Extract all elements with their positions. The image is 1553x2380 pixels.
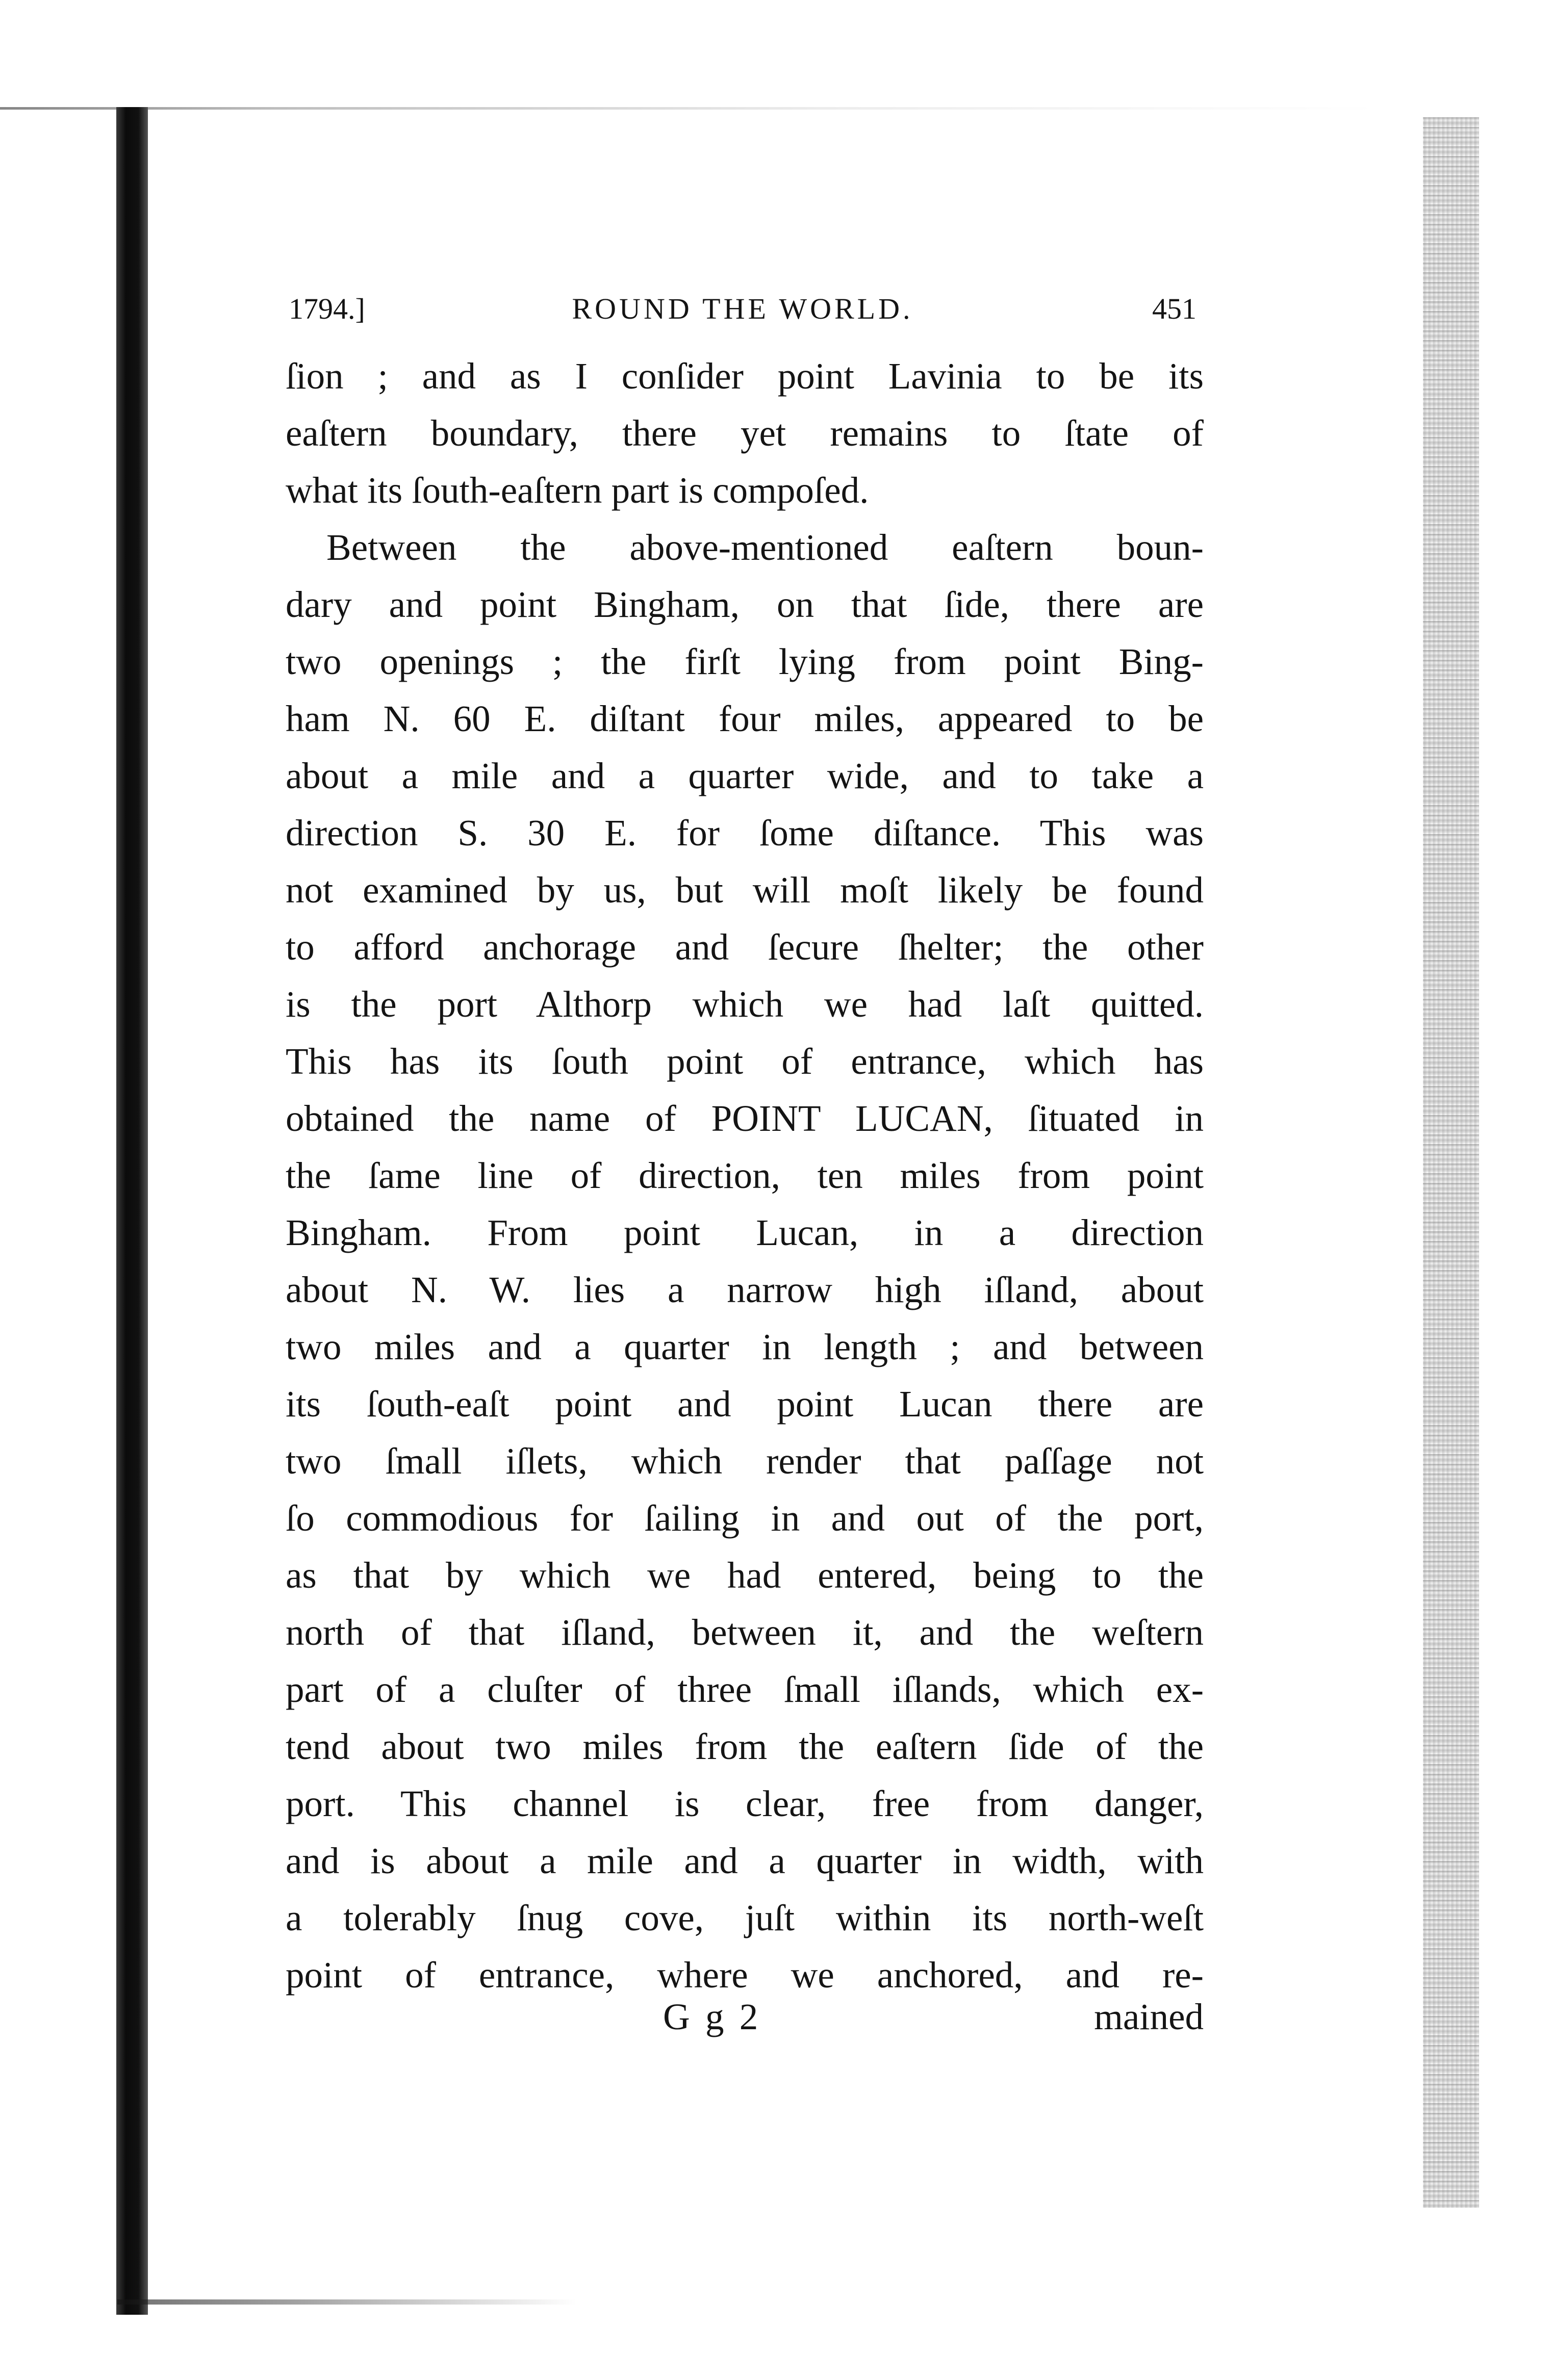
text-line: part of a cluſter of three ſmall iſlands, which ex- [286,1669,1204,1710]
text-line: ſion ; and as I conſider point Lavinia to be its [286,355,1204,397]
text-line: north of that iſland, between it, and the weſtern [286,1612,1204,1653]
text-line: This has its ſouth point of entrance, which has [286,1041,1204,1082]
page-footer [286,1988,1204,2046]
text-line: dary and point Bingham, on that ſide, there are [286,584,1204,625]
text-line: as that by which we had entered, being to the [286,1555,1204,1596]
text-line: about N. W. lies a narrow high iſland, about [286,1269,1204,1310]
running-head-title: ROUND THE WORLD. [572,292,913,325]
text-line: point of entrance, where we anchored, and re- [286,1954,1204,1996]
page-bottom-shadow [117,2299,576,2305]
text-line: two ſmall iſlets, which render that paſſage not [286,1440,1204,1482]
text-line: a tolerably ſnug cove, juſt within its north-weſt [286,1897,1204,1938]
text-line: two openings ; the firſt lying from point Bing- [286,641,1204,682]
text-line: ham N. 60 E. diſtant four miles, appeared to be [286,698,1204,739]
text-line: about a mile and a quarter wide, and to take a [286,755,1204,796]
text-line: is the port Althorp which we had laſt quitted. [286,984,1204,1025]
running-head [289,289,1196,329]
text-line: direction S. 30 E. for ſome diſtance. This was [286,812,1204,853]
text-line: Bingham. From point Lucan, in a direction [286,1212,1204,1253]
text-line: eaſtern boundary, there yet remains to ſtate of [286,412,1204,454]
signature-mark: G g 2 [663,1996,761,2037]
text-line: port. This channel is clear, free from danger, [286,1783,1204,1824]
text-line: Between the above-mentioned eaſtern boun- [326,527,1204,568]
page-number: 451 [1152,292,1196,325]
text-line: and is about a mile and a quarter in width, with [286,1840,1204,1881]
body-text [286,348,1204,2004]
running-head-year: 1794.] [289,292,365,325]
text-line: two miles and a quarter in length ; and between [286,1326,1204,1367]
text-line: not examined by us, but will moſt likely be found [286,869,1204,911]
catchword: mained [1094,1996,1204,2037]
binding-edge [116,107,148,2315]
text-line: to afford anchorage and ſecure ſhelter; the other [286,926,1204,968]
text-line: tend about two miles from the eaſtern ſide of the [286,1726,1204,1767]
page-top-shadow [0,107,1377,110]
text-line: what its ſouth-eaſtern part is compoſed. [286,470,869,511]
text-line: obtained the name of POINT LUCAN, ſituated in [286,1098,1204,1139]
page-edge-speckle [1423,117,1479,2208]
text-line: ſo commodious for ſailing in and out of the port, [286,1497,1204,1539]
text-line: its ſouth-eaſt point and point Lucan there are [286,1383,1204,1425]
text-line: the ſame line of direction, ten miles from point [286,1155,1204,1196]
